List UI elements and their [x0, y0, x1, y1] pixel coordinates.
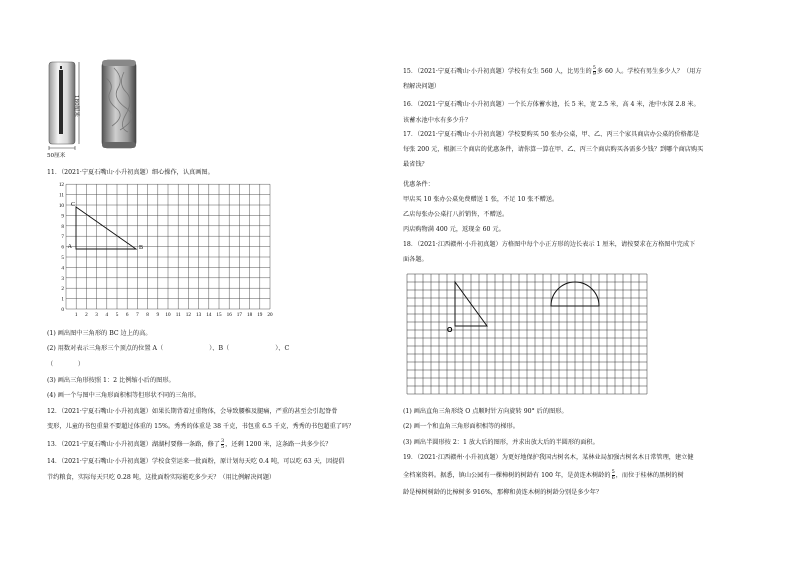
x-tick-label: 9: [156, 312, 160, 318]
point-b-label: B: [139, 245, 144, 251]
q17-line2: 每张 200 元，根据三个商店的优惠条件，请你算一算在甲、乙、丙三个商店购买各需多少钱？到哪个商店购买: [403, 146, 704, 153]
q17-line3: 最省钱？: [403, 161, 428, 168]
q12-line1: 12．（2021·宁夏石嘴山·小升初真题）如果长期背着过重物体，会导致腰椎及腿痛，严重的甚至会引起脊骨: [47, 408, 338, 415]
y-tick-label: 11: [59, 192, 64, 199]
q13-fraction: $\frac{3}{5}$: [220, 438, 225, 450]
q17-cond2: 乙店每张办公桌打八折销售，不赠送。: [403, 211, 509, 218]
q19-line2: 全档案资料。据悉，镇山公园有一棵樟树的树龄有 100 年，是黄连木树龄的 $\frac{5}{6}$ ，而位于桂林的黑树的树: [403, 469, 684, 481]
q17-cond3: 丙店购物满 400 元，返现金 60 元。: [403, 226, 505, 233]
y-tick-label: 0: [61, 307, 64, 313]
point-o-label: O: [447, 327, 453, 334]
q18-sub1: (1) 画出直角三角形绕 O 点顺时针方向旋转 90° 后的图形。: [403, 408, 568, 415]
q15-fraction: $\frac{5}{9}$: [592, 65, 596, 77]
y-tick-label: 1: [61, 296, 64, 303]
x-tick-label: 14: [206, 312, 212, 318]
y-tick-label: 8: [61, 223, 64, 230]
x-tick-label: 11: [175, 312, 181, 318]
point-c-label: C: [71, 202, 76, 208]
q12-line2: 变形，儿童的书包重量不要超过体重的 15%。秀秀的体重是 38 千克，书包重 6.5 千克，秀秀的书包超重了吗？: [47, 423, 355, 430]
x-tick-label: 3: [95, 312, 98, 318]
x-tick-label: 5: [115, 312, 119, 318]
q11-sub3: (3) 画出三角形按照 1：2 比例缩小后的图形。: [47, 377, 175, 384]
square-grid: [407, 274, 653, 402]
q18-line2: 面各题。: [403, 256, 428, 263]
y-tick-label: 7: [61, 234, 64, 241]
q11-sub1: (1) 画出图中三角形的 BC 边上的高。: [47, 330, 152, 337]
width-label: 50厘米: [47, 153, 66, 159]
q11-text: 11．（2021·宁夏石嘴山·小升初真题）细心操作，认真画图。: [47, 169, 214, 176]
product-figure: [44, 58, 154, 162]
q11-sub4: (4) 画一个与图中三角形面积相等但形状不同的三角形。: [47, 392, 201, 399]
cylinder-2: [102, 60, 136, 148]
q13-text: 13．（2021·宁夏石嘴山·小升初真题）湖湖村要修一条路，修了 $\frac{3}{5}$ ，还剩 1200 米，这条路一共多少长？: [47, 438, 332, 450]
y-tick-label: 2: [61, 286, 64, 293]
q14-line1: 14．（2021·宁夏石嘴山·小升初真题）学校食堂运来一批面粉，原计划每天吃 0.4 吨，可以吃 63 天，因提倡: [47, 458, 345, 465]
x-tick-label: 12: [185, 312, 191, 318]
y-tick-label: 9: [61, 213, 64, 220]
q19-fraction: $\frac{5}{6}$: [611, 469, 615, 481]
q14-line2: 节约粮食，实际每天只吃 0.28 吨，这批面粉实际能吃多少天？（用比例解决问题）: [47, 474, 276, 481]
x-tick-label: 2: [85, 312, 88, 318]
x-tick-label: 15: [216, 312, 222, 318]
q18-sub3: (3) 画出半圆形按 2：1 放大后的图形，并求出放大后的半圆形的面积。: [403, 439, 599, 446]
x-tick-label: 1: [74, 312, 78, 318]
coordinate-grid: [56, 181, 276, 329]
q19-line3: 龄是樟树树龄的比樟树多 916%，那柳和黄连木树的树龄分别是多少年？: [403, 489, 603, 496]
point-a-label: A: [67, 244, 72, 250]
x-tick-label: 18: [247, 312, 253, 318]
q15-line2: 程解决问题）: [403, 83, 441, 90]
q16-line1: 16．（2021·宁夏石嘴山·小升初真题）一个长方体蓄水池，长 5 米，宽 2.5 米，高 4 米，池中水深 2.8 米。: [403, 101, 700, 108]
x-tick-label: 20: [267, 312, 273, 318]
q18-line1: 18．（2021·江西赣州·小升初真题）方格图中每个小正方形的边长表示 1 厘米，请按要求在方格图中完成下: [403, 241, 696, 248]
q11-sub2-end: （ ）: [47, 361, 85, 368]
q18-sub2: (2) 画一个和直角三角形面积相等的梯形。: [403, 423, 519, 430]
x-tick-label: 7: [136, 312, 139, 318]
height-label: 180厘米: [73, 95, 79, 117]
x-tick-label: 4: [105, 312, 109, 318]
x-tick-label: 16: [226, 312, 232, 318]
q19-line1: 19．（2021·江西赣州·小升初真题）为更好地保护我国古树名木，某林业局加强古树名木日常管理，建立健: [403, 454, 694, 461]
y-tick-label: 5: [61, 255, 64, 261]
q17-cond-title: 优惠条件：: [403, 181, 434, 188]
y-tick-label: 4: [61, 265, 64, 272]
q16-line2: 该蓄水池中水有多少升？: [403, 117, 472, 124]
q15-line1: 15．（2021·宁夏石嘴山·小升初真题）学校有女生 560 人，比男生的 $\frac{5}{9}$ 多 60 人。学校有男生多少人？（用方: [403, 65, 702, 77]
x-tick-label: 19: [257, 312, 263, 318]
q11-sub2: (2) 用数对表示三角形三个顶点的位置 A（ ）、B（ ）、C: [47, 345, 290, 352]
y-tick-label: 10: [58, 203, 64, 209]
y-tick-label: 6: [61, 244, 64, 251]
x-tick-label: 8: [146, 312, 149, 318]
x-tick-label: 10: [165, 312, 171, 318]
y-tick-label: 3: [61, 275, 64, 282]
x-tick-label: 17: [236, 312, 242, 318]
y-tick-label: 12: [58, 182, 64, 189]
q17-line1: 17．（2021·宁夏石嘴山·小升初真题）学校要购买 50 张办公桌，甲、乙、丙三个家具商店办公桌的价格都是: [403, 131, 700, 138]
x-tick-label: 13: [196, 312, 202, 318]
x-tick-label: 6: [125, 312, 129, 318]
q17-cond1: 甲店买 10 张办公桌免费赠送 1 张，不足 10 张不赠送。: [403, 196, 559, 203]
